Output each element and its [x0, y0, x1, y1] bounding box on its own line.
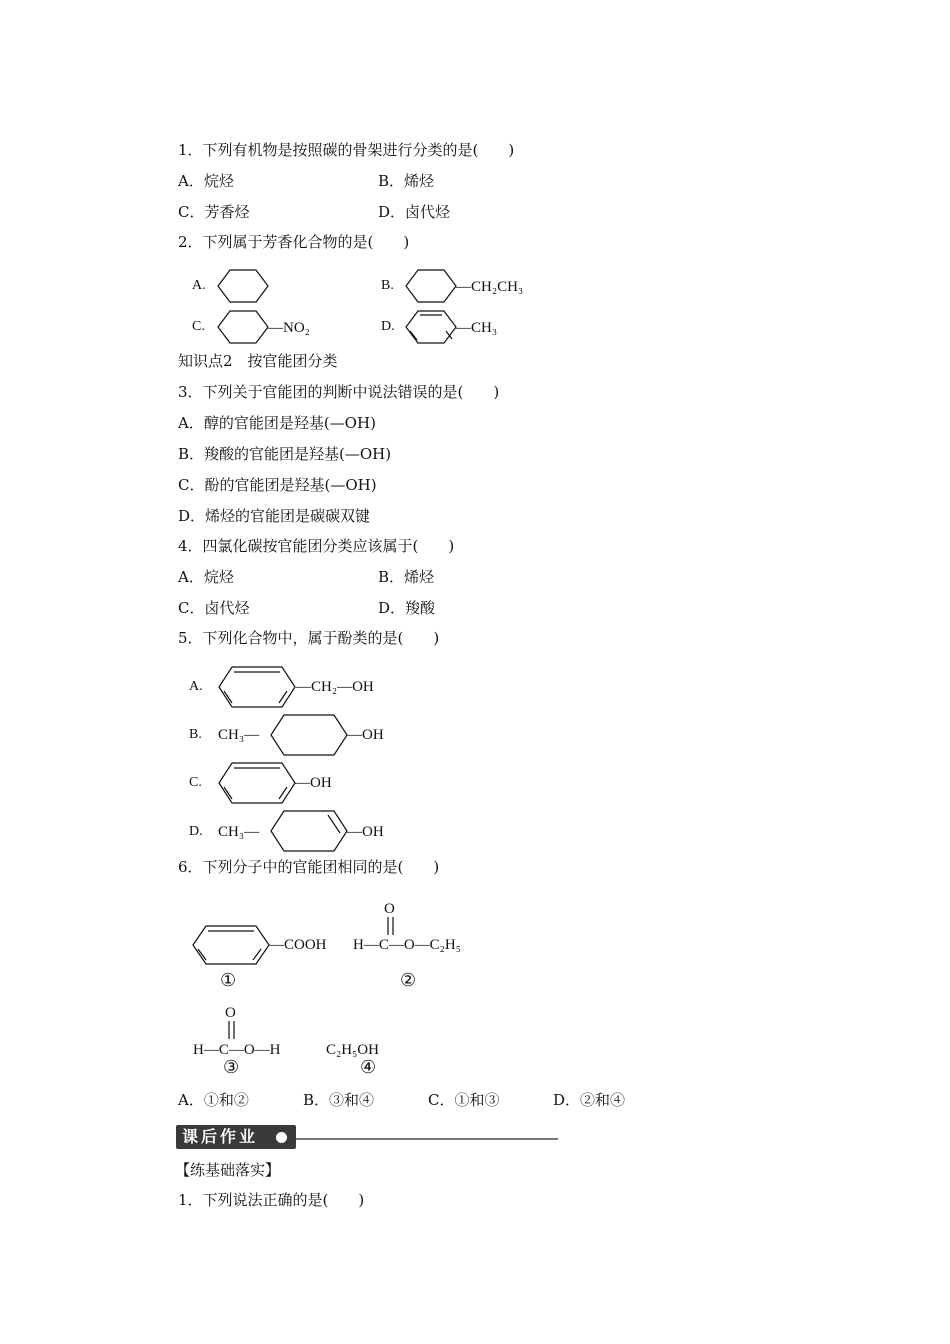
q5-label-d: D.	[189, 824, 203, 839]
q2-stem: 2．下列属于芳香化合物的是( )	[178, 233, 410, 251]
q4-option-a: A．烷烃	[178, 568, 234, 586]
q1-option-a: A．烷烃	[178, 172, 234, 190]
q5-b-prefix: CH₃—	[218, 727, 260, 743]
homework-tag	[176, 1125, 296, 1149]
q5-label-c: C.	[189, 775, 202, 790]
q2-label-a: A.	[192, 278, 206, 293]
q5-d-substituent: —OH	[347, 824, 384, 840]
q6-option-d: D．②和④	[553, 1091, 626, 1109]
homework-q1-stem: 1．下列说法正确的是( )	[178, 1191, 365, 1209]
q4-option-d: D．羧酸	[378, 599, 436, 617]
q2-c-substituent: —NO₂	[268, 320, 310, 336]
double-bond-icon	[386, 917, 396, 937]
q5-stem: 5．下列化合物中，属于酚类的是( )	[178, 629, 440, 647]
m3-carbonyl-o: O	[225, 1005, 236, 1021]
q1-option-d: D．卤代烃	[378, 203, 451, 221]
double-bond-icon	[227, 1021, 237, 1041]
q5-a-substituent: —CH₂—OH	[296, 679, 374, 695]
q3-option-a: A．醇的官能团是羟基(—OH)	[178, 414, 376, 432]
q2-d-substituent: —CH₃	[456, 320, 498, 336]
q6-option-a: A．①和②	[178, 1091, 249, 1109]
q2-b-substituent: —CH₂CH₃	[456, 279, 524, 295]
q6-option-c: C．①和③	[428, 1091, 500, 1109]
m2-formula: H—C—O—C₂H₅	[353, 937, 461, 953]
q1-option-c: C．芳香烃	[178, 203, 250, 221]
m4-number: ④	[360, 1057, 377, 1078]
cyclohexane-ring-icon	[270, 713, 350, 757]
m1-number: ①	[220, 970, 237, 991]
benzene-ring-icon	[218, 665, 298, 709]
m2-carbonyl-o: O	[384, 901, 395, 917]
q5-label-b: B.	[189, 727, 202, 742]
q3-option-b: B．羧酸的官能团是羟基(—OH)	[178, 445, 392, 463]
benzene-ring-icon	[192, 924, 272, 966]
m2-number: ②	[400, 970, 417, 991]
q3-option-c: C．酚的官能团是羟基(—OH)	[178, 476, 377, 494]
q5-label-a: A.	[189, 679, 203, 694]
benzene-ring-icon	[406, 309, 458, 345]
benzene-ring-icon	[218, 761, 298, 805]
banner-divider	[296, 1138, 558, 1140]
cyclohexane-ring-icon	[406, 268, 458, 304]
m3-formula: H—C—O—H	[193, 1042, 281, 1058]
q1-option-b: B．烯烃	[378, 172, 435, 190]
q5-b-substituent: —OH	[347, 727, 384, 743]
q5-d-prefix: CH₃—	[218, 824, 260, 840]
q4-stem: 4．四氯化碳按官能团分类应该属于( )	[178, 537, 455, 555]
q2-label-b: B.	[381, 278, 394, 293]
cyclohexane-ring-icon	[218, 309, 270, 345]
section-heading: 知识点2 按官能团分类	[178, 352, 338, 370]
cyclohexane-ring-icon	[218, 268, 270, 304]
q4-option-b: B．烯烃	[378, 568, 435, 586]
homework-title: 课后作业	[182, 1127, 259, 1146]
m4-formula: C₂H₅OH	[326, 1042, 379, 1058]
cyclohexene-ring-icon	[270, 809, 350, 853]
homework-banner	[176, 1124, 558, 1150]
q6-option-b: B．③和④	[303, 1091, 375, 1109]
m3-number: ③	[223, 1057, 240, 1078]
q2-label-c: C.	[192, 319, 205, 334]
q3-stem: 3．下列关于官能团的判断中说法错误的是( )	[178, 383, 500, 401]
q3-option-d: D．烯烃的官能团是碳碳双键	[178, 507, 371, 525]
m1-substituent: —COOH	[269, 937, 327, 953]
q5-c-substituent: —OH	[295, 775, 332, 791]
homework-subtitle: 【练基础落实】	[175, 1161, 281, 1179]
q6-stem: 6．下列分子中的官能团相同的是( )	[178, 858, 440, 876]
q1-stem: 1．下列有机物是按照碳的骨架进行分类的是( )	[178, 141, 515, 159]
q2-label-d: D.	[381, 319, 395, 334]
bullet-dot-icon	[276, 1132, 287, 1143]
q4-option-c: C．卤代烃	[178, 599, 250, 617]
